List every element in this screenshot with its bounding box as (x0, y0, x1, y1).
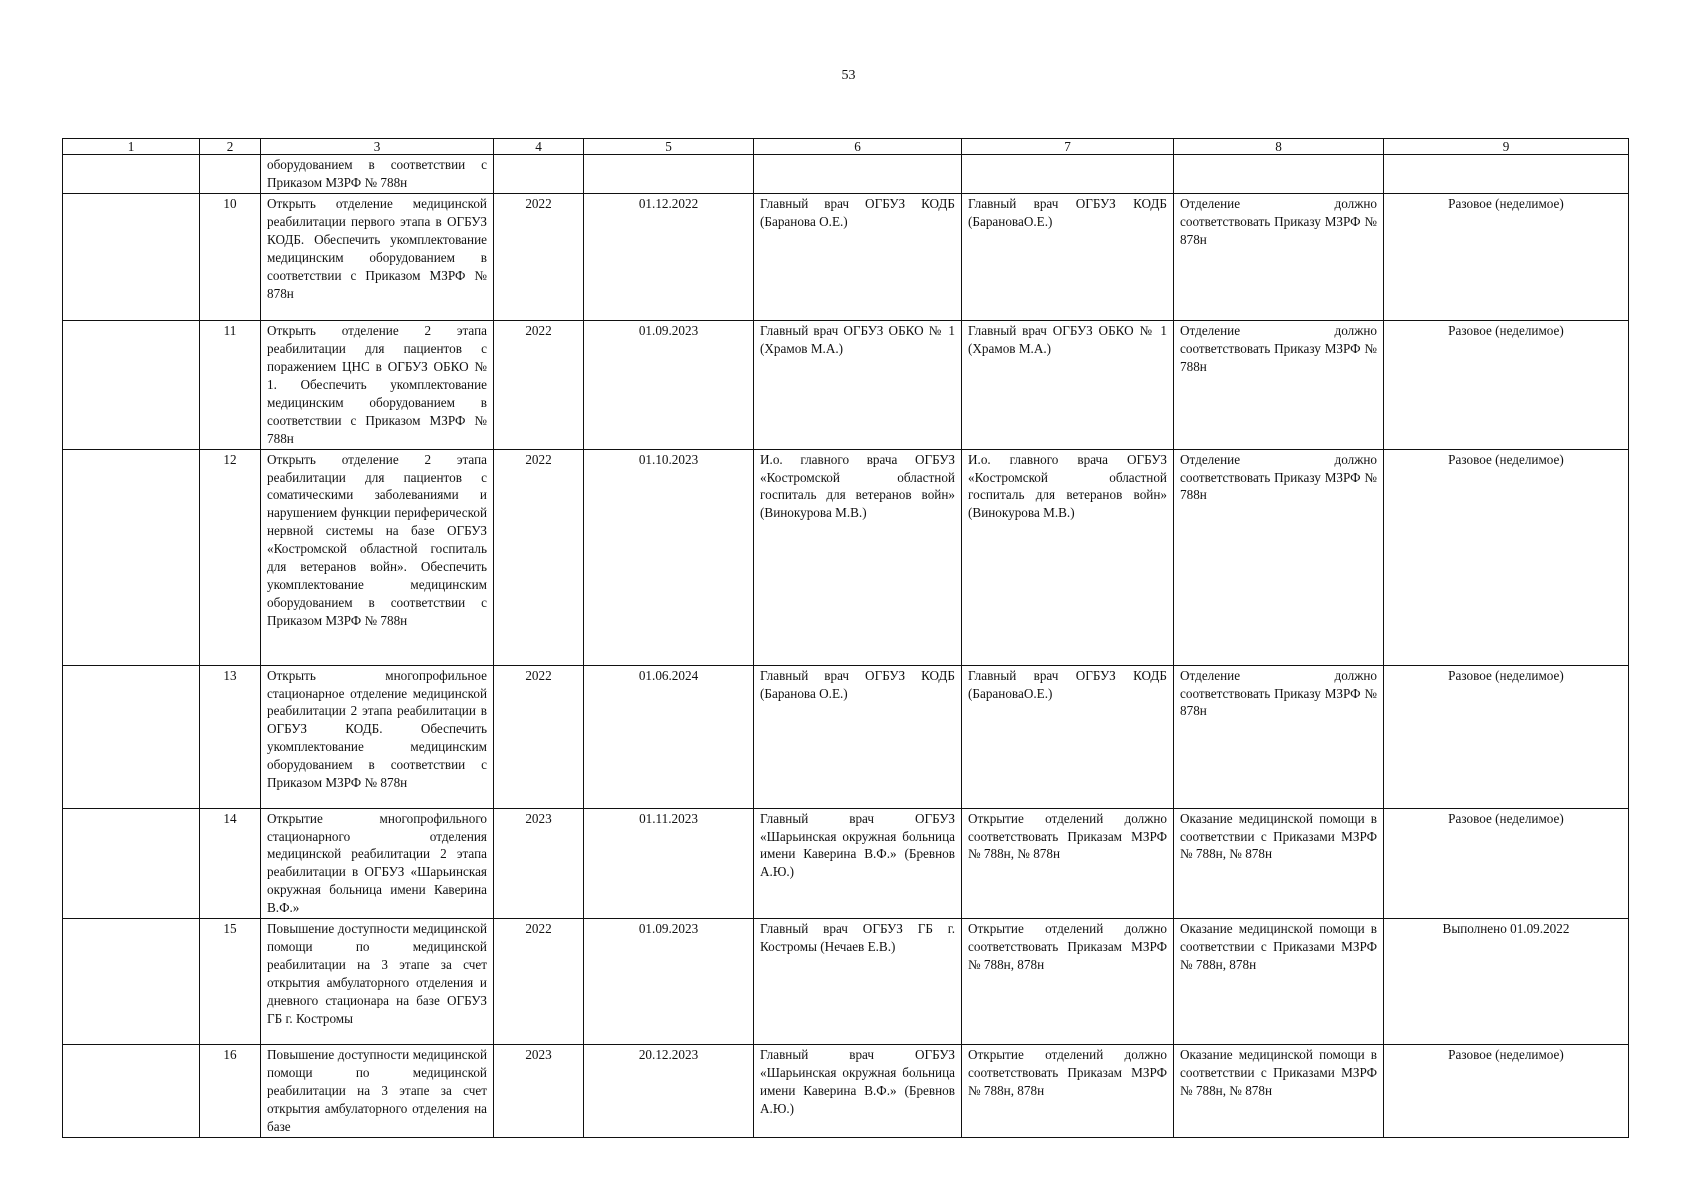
table-cell (63, 665, 200, 808)
executor-cell (962, 155, 1174, 194)
type-cell: Разовое (неделимое) (1384, 665, 1629, 808)
year-cell: 2022 (494, 193, 584, 320)
measure-cell: Открытие многопрофильного стационарного отделения медицинской реабилитации 2 этапа реабилитации в ОГБУЗ «Шарьинская окружная больница имени Каверина В.Ф.» (261, 808, 494, 919)
row-number (200, 155, 261, 194)
date-cell: 01.10.2023 (584, 449, 754, 665)
status-cell: Выполнено 01.09.2022 (1384, 919, 1629, 1045)
measure-cell: оборудованием в соответствии с Приказом МЗРФ № 788н (261, 155, 494, 194)
type-cell: Разовое (неделимое) (1384, 808, 1629, 919)
table-cell (63, 449, 200, 665)
responsible-cell: Главный врач ОГБУЗ КОДБ (Баранова О.Е.) (754, 193, 962, 320)
plan-table (62, 138, 1629, 1138)
date-cell: 01.09.2023 (584, 320, 754, 449)
measure-cell: Повышение доступности медицинской помощи по медицинской реабилитации на 3 этапе за счет открытия амбулаторного отделения на базе (261, 1045, 494, 1138)
date-cell: 01.12.2022 (584, 193, 754, 320)
responsible-cell: Главный врач ОГБУЗ КОДБ (Баранова О.Е.) (754, 665, 962, 808)
table-cell (63, 919, 200, 1045)
measure-cell: Открыть многопрофильное стационарное отделение медицинской реабилитации 2 этапа реабилитации в ОГБУЗ КОДБ. Обеспечить укомплектование медицинским оборудованием в соответствии с Приказом МЗРФ № 878н (261, 665, 494, 808)
table-row (63, 808, 1629, 919)
column-number-row (63, 139, 1629, 155)
result-cell (1174, 155, 1384, 194)
table-row (63, 449, 1629, 665)
column-header: 7 (962, 139, 1174, 155)
type-cell (1384, 155, 1629, 194)
table-row (63, 155, 1629, 194)
result-cell: Отделение должно соответствовать Приказу МЗРФ № 788н (1174, 320, 1384, 449)
table-row (63, 320, 1629, 449)
table-cell (63, 320, 200, 449)
row-number: 15 (200, 919, 261, 1045)
page-number: 53 (841, 68, 856, 83)
row-number: 10 (200, 193, 261, 320)
responsible-cell: И.о. главного врача ОГБУЗ «Костромской областной госпиталь для ветеранов войн» (Винокурова М.В.) (754, 449, 962, 665)
table-row (63, 919, 1629, 1045)
year-cell: 2023 (494, 1045, 584, 1138)
year-cell: 2022 (494, 919, 584, 1045)
row-number: 13 (200, 665, 261, 808)
executor-cell: Открытие отделений должно соответствовать Приказам МЗРФ № 788н, 878н (962, 1045, 1174, 1138)
type-cell: Разовое (неделимое) (1384, 320, 1629, 449)
year-cell: 2022 (494, 320, 584, 449)
table-row (63, 193, 1629, 320)
table-row (63, 665, 1629, 808)
executor-cell: Открытие отделений должно соответствовать Приказам МЗРФ № 788н, 878н (962, 919, 1174, 1045)
year-cell: 2022 (494, 665, 584, 808)
date-cell: 01.11.2023 (584, 808, 754, 919)
result-cell: Оказание медицинской помощи в соответствии с Приказами МЗРФ № 788н, 878н (1174, 919, 1384, 1045)
year-cell: 2022 (494, 449, 584, 665)
table-cell (63, 1045, 200, 1138)
result-cell: Отделение должно соответствовать Приказу МЗРФ № 878н (1174, 193, 1384, 320)
executor-cell: И.о. главного врача ОГБУЗ «Костромской областной госпиталь для ветеранов войн» (Винокурова М.В.) (962, 449, 1174, 665)
date-cell: 01.09.2023 (584, 919, 754, 1045)
table-cell (63, 808, 200, 919)
column-header: 9 (1384, 139, 1629, 155)
table-row (63, 1045, 1629, 1138)
result-cell: Оказание медицинской помощи в соответствии с Приказами МЗРФ № 788н, № 878н (1174, 1045, 1384, 1138)
responsible-cell (754, 155, 962, 194)
date-cell: 20.12.2023 (584, 1045, 754, 1138)
responsible-cell: Главный врач ОГБУЗ «Шарьинская окружная больница имени Каверина В.Ф.» (Бревнов А.Ю.) (754, 808, 962, 919)
date-cell (584, 155, 754, 194)
table-cell (63, 155, 200, 194)
column-header: 3 (261, 139, 494, 155)
column-header: 2 (200, 139, 261, 155)
executor-cell: Открытие отделений должно соответствовать Приказам МЗРФ № 788н, № 878н (962, 808, 1174, 919)
column-header: 8 (1174, 139, 1384, 155)
result-cell: Отделение должно соответствовать Приказу МЗРФ № 878н (1174, 665, 1384, 808)
date-cell: 01.06.2024 (584, 665, 754, 808)
executor-cell: Главный врач ОГБУЗ ОБКО № 1 (Храмов М.А.) (962, 320, 1174, 449)
column-header: 5 (584, 139, 754, 155)
executor-cell: Главный врач ОГБУЗ КОДБ (БарановаО.Е.) (962, 665, 1174, 808)
measure-cell: Открыть отделение 2 этапа реабилитации для пациентов с соматическими заболеваниями и нарушением функции периферической нервной системы на базе ОГБУЗ «Костромской областной госпиталь для ветеранов войн». Обеспечить укомплектование медицинским оборудованием в соответствии с Приказом МЗРФ № 788н (261, 449, 494, 665)
column-header: 4 (494, 139, 584, 155)
type-cell: Разовое (неделимое) (1384, 1045, 1629, 1138)
year-cell: 2023 (494, 808, 584, 919)
executor-cell: Главный врач ОГБУЗ КОДБ (БарановаО.Е.) (962, 193, 1174, 320)
responsible-cell: Главный врач ОГБУЗ «Шарьинская окружная больница имени Каверина В.Ф.» (Бревнов А.Ю.) (754, 1045, 962, 1138)
column-header: 1 (63, 139, 200, 155)
type-cell: Разовое (неделимое) (1384, 449, 1629, 665)
row-number: 14 (200, 808, 261, 919)
measure-cell: Открыть отделение медицинской реабилитации первого этапа в ОГБУЗ КОДБ. Обеспечить укомплектование медицинским оборудованием в соответствии с Приказом МЗРФ № 878н (261, 193, 494, 320)
responsible-cell: Главный врач ОГБУЗ ГБ г. Костромы (Нечаев Е.В.) (754, 919, 962, 1045)
year-cell (494, 155, 584, 194)
type-cell: Разовое (неделимое) (1384, 193, 1629, 320)
measure-cell: Открыть отделение 2 этапа реабилитации для пациентов с поражением ЦНС в ОГБУЗ ОБКО № 1. Обеспечить укомплектование медицинским оборудованием в соответствии с Приказом МЗРФ № 788н (261, 320, 494, 449)
row-number: 11 (200, 320, 261, 449)
measure-cell: Повышение доступности медицинской помощи по медицинской реабилитации на 3 этапе за счет открытия амбулаторного отделения и дневного стационара на базе ОГБУЗ ГБ г. Костромы (261, 919, 494, 1045)
column-header: 6 (754, 139, 962, 155)
result-cell: Отделение должно соответствовать Приказу МЗРФ № 788н (1174, 449, 1384, 665)
responsible-cell: Главный врач ОГБУЗ ОБКО № 1 (Храмов М.А.) (754, 320, 962, 449)
table-cell (63, 193, 200, 320)
row-number: 12 (200, 449, 261, 665)
row-number: 16 (200, 1045, 261, 1138)
result-cell: Оказание медицинской помощи в соответствии с Приказами МЗРФ № 788н, № 878н (1174, 808, 1384, 919)
